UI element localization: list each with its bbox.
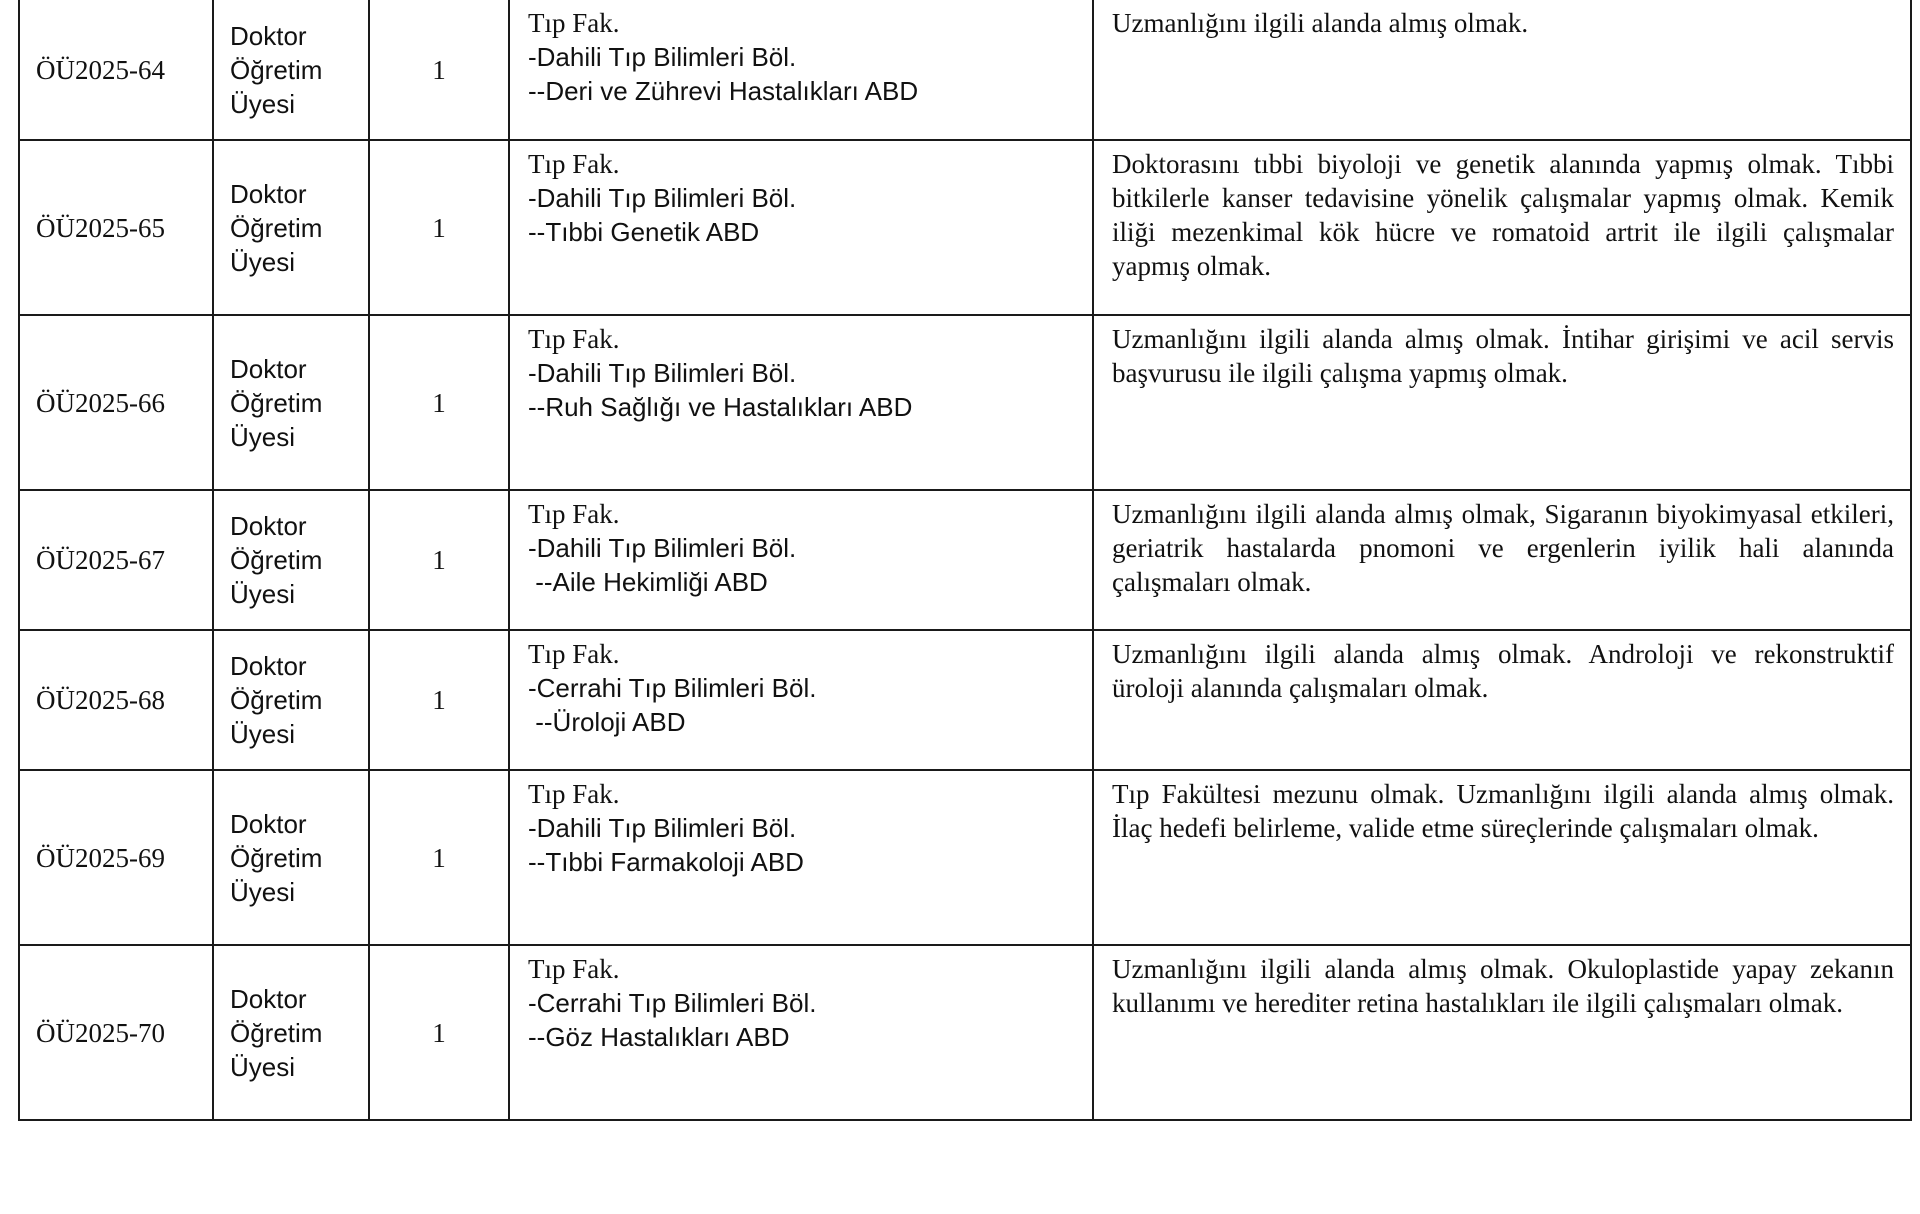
faculty-line: Tıp Fak. — [528, 8, 620, 38]
position-table-body — [19, 0, 1911, 1120]
department-line: -Dahili Tıp Bilimleri Böl. — [528, 183, 797, 213]
table-row — [19, 770, 1911, 945]
academic-unit — [509, 140, 1093, 315]
requirements-text: Uzmanlığını ilgili alanda almış olmak. Androloji ve rekonstruktif üroloji alanında çalışmaları olmak. — [1093, 630, 1911, 770]
division-line: --Deri ve Zührevi Hastalıkları ABD — [528, 76, 919, 106]
position-code: ÖÜ2025-65 — [19, 140, 213, 315]
title-line: Doktor — [230, 178, 307, 209]
title-line: Üyesi — [230, 1051, 296, 1082]
position-count: 1 — [369, 945, 509, 1120]
position-code: ÖÜ2025-67 — [19, 490, 213, 630]
academic-title — [213, 140, 369, 315]
position-code: ÖÜ2025-66 — [19, 315, 213, 490]
academic-unit — [509, 0, 1093, 140]
department-line: -Dahili Tıp Bilimleri Böl. — [528, 813, 797, 843]
position-count: 1 — [369, 490, 509, 630]
table-row — [19, 945, 1911, 1120]
table-row — [19, 0, 1911, 140]
division-line: --Ruh Sağlığı ve Hastalıkları ABD — [528, 392, 913, 422]
title-line: Öğretim — [230, 545, 323, 575]
title-line: Öğretim — [230, 387, 323, 418]
division-line: --Tıbbi Genetik ABD — [528, 217, 760, 247]
title-line: Doktor — [230, 808, 307, 839]
position-table — [18, 0, 1912, 1121]
title-line: Üyesi — [230, 421, 296, 452]
title-line: Üyesi — [230, 876, 296, 907]
department-line: -Cerrahi Tıp Bilimleri Böl. — [528, 988, 817, 1018]
academic-title — [213, 0, 369, 140]
faculty-line: Tıp Fak. — [528, 499, 620, 529]
department-line: -Dahili Tıp Bilimleri Böl. — [528, 42, 797, 72]
academic-unit — [509, 490, 1093, 630]
title-line: Doktor — [230, 511, 307, 541]
faculty-line: Tıp Fak. — [528, 324, 620, 354]
title-line: Doktor — [230, 983, 307, 1014]
position-count: 1 — [369, 315, 509, 490]
requirements-text: Doktorasını tıbbi biyoloji ve genetik alanında yapmış olmak. Tıbbi bitkilerle kanser tedavisine yönelik çalışmalar yapmış olmak. Kemik iliği mezenkimal kök hücre ve romatoid artrit ile ilgili çalışmalar yapmış olmak. — [1093, 140, 1911, 315]
division-line: --Aile Hekimliği ABD — [528, 567, 768, 597]
position-count: 1 — [369, 770, 509, 945]
requirements-text: Uzmanlığını ilgili alanda almış olmak. Okuloplastide yapay zekanın kullanımı ve herediter retina hastalıkları ile ilgili çalışmaları olmak. — [1093, 945, 1911, 1120]
requirements-text: Tıp Fakültesi mezunu olmak. Uzmanlığını ilgili alanda almış olmak. İlaç hedefi belirleme, valide etme süreçlerinde çalışmaları olmak. — [1093, 770, 1911, 945]
title-line: Öğretim — [230, 54, 323, 85]
position-count: 1 — [369, 140, 509, 315]
title-line: Doktor — [230, 353, 307, 384]
requirements-text: Uzmanlığını ilgili alanda almış olmak, Sigaranın biyokimyasal etkileri, geriatrik hastalarda pnomoni ve ergenlerin iyilik hali alanında çalışmaları olmak. — [1093, 490, 1911, 630]
requirements-text: Uzmanlığını ilgili alanda almış olmak. İntihar girişimi ve acil servis başvurusu ile ilgili çalışma yapmış olmak. — [1093, 315, 1911, 490]
department-line: -Dahili Tıp Bilimleri Böl. — [528, 533, 797, 563]
faculty-line: Tıp Fak. — [528, 954, 620, 984]
academic-title — [213, 945, 369, 1120]
title-line: Öğretim — [230, 842, 323, 873]
division-line: --Üroloji ABD — [528, 707, 686, 737]
department-line: -Dahili Tıp Bilimleri Böl. — [528, 358, 797, 388]
faculty-line: Tıp Fak. — [528, 149, 620, 179]
title-line: Öğretim — [230, 685, 323, 715]
title-line: Doktor — [230, 20, 307, 51]
academic-unit — [509, 770, 1093, 945]
requirements-text: Uzmanlığını ilgili alanda almış olmak. — [1093, 0, 1911, 140]
position-code: ÖÜ2025-69 — [19, 770, 213, 945]
table-row — [19, 315, 1911, 490]
faculty-line: Tıp Fak. — [528, 779, 620, 809]
division-line: --Göz Hastalıkları ABD — [528, 1022, 790, 1052]
academic-unit — [509, 945, 1093, 1120]
academic-title — [213, 630, 369, 770]
table-row — [19, 140, 1911, 315]
position-code: ÖÜ2025-64 — [19, 0, 213, 140]
academic-unit — [509, 630, 1093, 770]
title-line: Üyesi — [230, 719, 296, 749]
faculty-line: Tıp Fak. — [528, 639, 620, 669]
table-row — [19, 490, 1911, 630]
academic-title — [213, 490, 369, 630]
position-code: ÖÜ2025-70 — [19, 945, 213, 1120]
title-line: Öğretim — [230, 212, 323, 243]
table-row — [19, 630, 1911, 770]
academic-title — [213, 770, 369, 945]
title-line: Üyesi — [230, 88, 296, 119]
title-line: Öğretim — [230, 1017, 323, 1048]
position-count: 1 — [369, 0, 509, 140]
title-line: Üyesi — [230, 246, 296, 277]
academic-title — [213, 315, 369, 490]
division-line: --Tıbbi Farmakoloji ABD — [528, 847, 804, 877]
position-count: 1 — [369, 630, 509, 770]
academic-unit — [509, 315, 1093, 490]
title-line: Doktor — [230, 651, 307, 681]
title-line: Üyesi — [230, 579, 296, 609]
department-line: -Cerrahi Tıp Bilimleri Böl. — [528, 673, 817, 703]
position-code: ÖÜ2025-68 — [19, 630, 213, 770]
